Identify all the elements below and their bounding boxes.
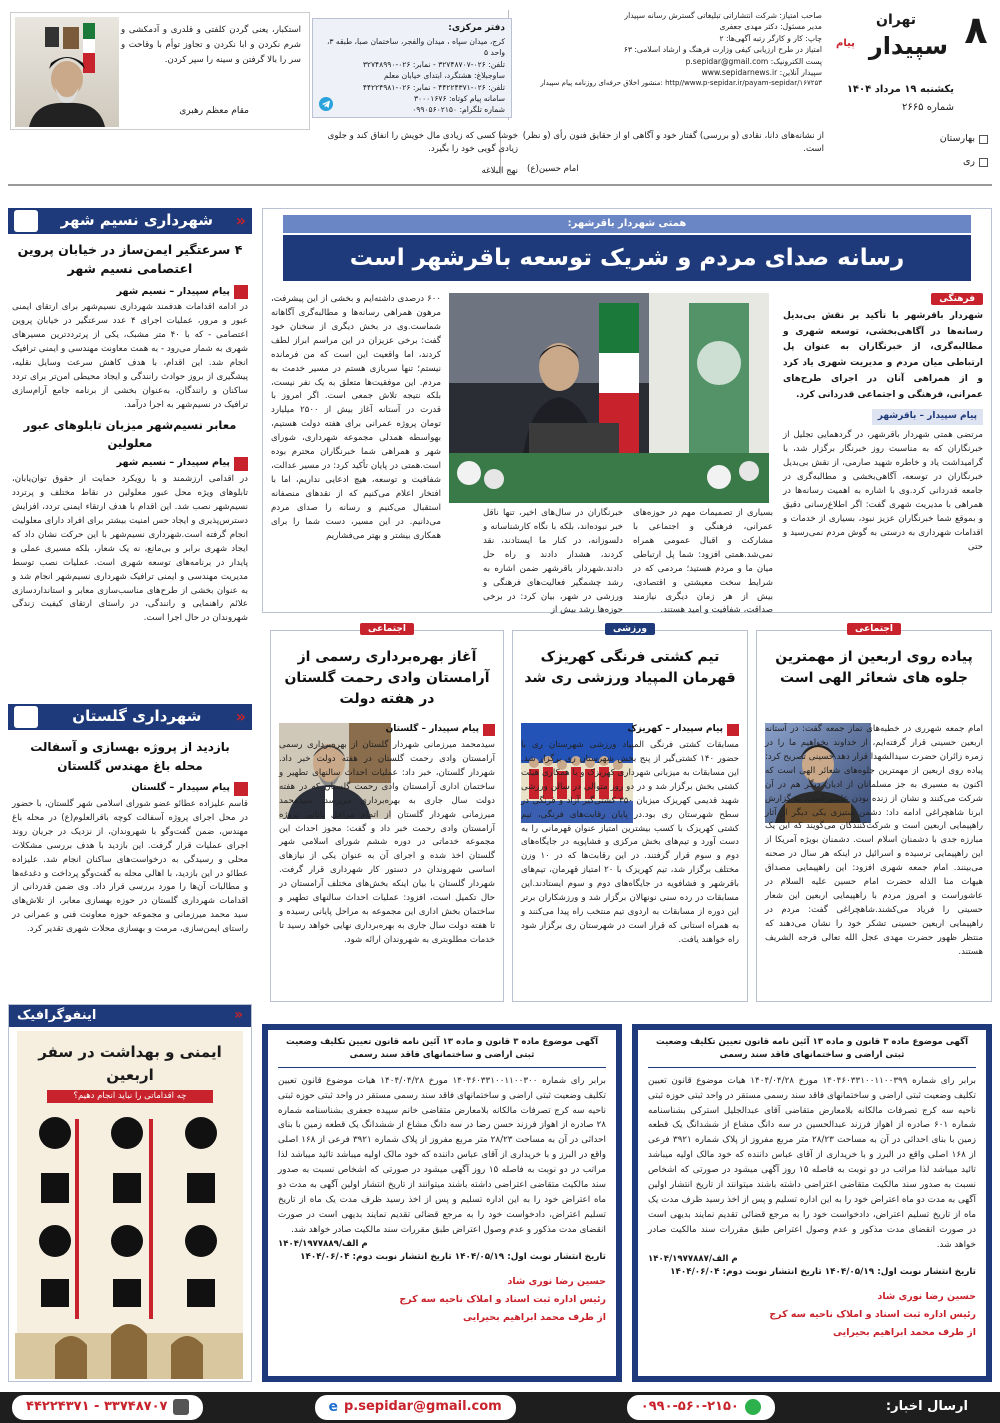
lead-story: [262, 208, 992, 616]
lead-col-1: مرتضی همتی شهردار باقرشهر، در گردهمایی تجلیل از خبرنگاران که به مناسبت روز خبرنگار برگزار شد، با گرامیداشت یاد و خاطره شهید صارمی، از نقش بی‌بدیل خبرنگاران در توسعه، آگاهی‌بخشی و مطالبه‌گری در جامعه قدردانی کرد.وی با اشاره به اهمیت رسانه‌ها در همراهی با مدیریت شهری گفت: اگر اطلاع‌رسانی دقیق و بموقع شما خبرنگاران عزیز نبود، بسیاری از خدمات و اقدامات شهرداری به درستی به گوش مردم نمی‌رسید و حتی: [783, 430, 983, 552]
infographic-title: ایمنی و بهداشت در سفر اربعین: [38, 1043, 222, 1085]
lead-col-2: بسیاری از تصمیمات مهم در حوزه‌های عمرانی، فرهنگی و اجتماعی با مشارکت و اقبال عمومی همراه نمی‌شد.همتی افزود: شما پل ارتباطی میان ما و مردم هستید؛ مردمی که در شرایط سخت معیشتی و اقتصادی، بیش از هر زمان دیگری نیازمند صداقت، شفافیت و امید هستند.: [633, 508, 773, 616]
browser-icon: e: [328, 1398, 338, 1415]
phone-icon: [173, 1399, 189, 1415]
naseem-section: [8, 208, 252, 698]
infographic-body: [17, 1031, 243, 1373]
office-line: تلفن: ۰۲۶-۳۲۷۴۸۷۰۷ - نمابر: ۰۲۶-۳۲۷۴۸۹۹۰: [362, 59, 505, 69]
issue-number: شماره ۲۶۶۵: [902, 102, 954, 113]
edition-item[interactable]: بهارستان: [940, 132, 988, 147]
arrow-icon: [234, 285, 248, 299]
ad-body: برابر رای شماره ۱۴۰۴۶۰۳۳۱۰۰۱۱۰۰۳۹۹ مورخ ۱۴۰۴/۰۴/۲۸ هیات موضوع قانون تعیین تکلیف وضعیت ثبتی اراضی و ساختمانهای فاقد سند رسمی مستقر در واحد ثبتی حوزه ثبتی ناحیه سه کرج تصرفات مالکانه بلامعارض متقاضی آقای عبدالجلیل استرکی بشناسنامه شماره ۶۰۱ صادره از اهواز فرزند عبدالحسین در سه دانگ مشاع از ششدانگ یک قطعه زمین با بنای احداثی در آن به مساحت ۲۸/۲۳ متر مربع مفروز از پلاک شماره ۳۹۲۱ فرعی از ۱۶۸ اصلی واقع در البرز و با خریداری از آقای عباس داننده که خود مالک اولیه میباشد تائید میباشد لذا مراتب در دو نوبت به فاصله ۱۵ روز آگهی میشود در صورتی که اشخاص نسبت به صدور سند مالکیت متقاضی اعتراضی داشته باشند میتوانند از تاریخ انتشار اولین آگهی به مدت دو ماه اعتراض خود را به این اداره تسلیم و پس از اخذ رسید ظرف مدت یک ماه از تاریخ تسلیم اعتراض، دادخواست خود را به مرجع قضائی تقدیم نمایند بدیهی است در صورت انقضای مدت مذکور و عدم وصول اعتراض طبق مقررات سند مالکیت صادر خواهد شد.: [648, 1075, 976, 1251]
story-body: امام جمعه شهرری در خطبه‌های نماز جمعه گفت: در آستانه اربعین حسینی قرار گرفته‌ایم، از خداوند بخواهیم ما را در زمره زائران حضرت سیدالشهدا قرار دهد.حسینی تصریح کرد: پیاده روی اربعین از مهمترین جلوه‌های شعائر الهی است که اکنون به مسیری به جز مسلمانان از ادیان دیگر هم در آن شرکت می‌کنند و نشان از زنده بودن عاشوراست. به گزارش ابرنا شاهچراغی ادامه داد: دشمن ستیزی یکی دیگر از آثار راهپیمایی اربعین است و شرکت‌کنندگان می‌گویند که این یک مبارزه جدی با دشمنان اسلام است. دشمنان بویژه آمریکا از این راهپیمایی ترسیده و اسرائیل در اینکه هر سال در صحنه می‌بینند. امام جمعه شهری افزود: این راهپیمایی مصداق هیهات منا الذله حضرت امام حسین علیه السلام در عاشوراست و امروز مردم با راهپیمایی اربعین این شعار حسینی را فریاد می‌کشند.شاهچراغی گفت: مردم در راهپیمایی اربعین حسینی تشکر خود را نشان می‌دهند که منتظر ظهور حضرت مهدی عجل الله تعالی فرجه الشریف هستند.: [765, 724, 983, 957]
telegram-icon[interactable]: [319, 97, 333, 111]
logo-name: سپیدار: [868, 32, 948, 60]
footer-label: ارسال اخبار:: [885, 1399, 968, 1415]
municipality-logo-icon: [14, 706, 38, 728]
naseem-banner-title: شهرداری نسیم شهر: [60, 211, 214, 230]
whatsapp-icon: [745, 1399, 761, 1415]
story-category: اجتماعی: [847, 623, 901, 635]
story-body: مسابقات کشتی فرنگی المپیاد ورزشی شهرستان ری با حضور ۱۴۰ کشتی‌گیر از پنج بخش شهرستان ری برگزار شد. این مسابقات به میزبانی شهرداری کهریزک و با همکاری هیئت کشتی بخش برگزار شد و در دو روز متوالی در سالن ورزشی شهید قدیمی کهریزک میزبان ۳۵۰ کشتی‌گیر آزاد و فرنگی در سطح شهرستان ری بود.در پایان رقابت‌های فرنگی، تیم کشتی کهریزک با کسب بیشترین امتیاز عنوان قهرمانی را به دست آورد و تیم‌های بخش مرکزی و فشاپویه در جایگاه‌های دوم و سوم قرار گرفتند. در این رقابت‌ها که در ۱۰ وزن مختلف برگزار شد، تیم کهریزک با ۲۰ امتیاز قهرمان، تیم‌های باقرشهر و فشافویه در جایگاه‌های دوم و سوم ایستادند.این مسابقات در رده سنی نونهالان برگزار شد و ورزشکاران برتر این دوره از مسابقات به اردوی تیم منتخب راه پیدا می‌کنند و به همراه استانی که قرار است در شهرستان ری برگزار شود راه خواهند یافت.: [521, 740, 740, 945]
story-category: اجتماعی: [360, 623, 414, 635]
credit-line: پست الکترونیک: p.sepidar@gmail.com: [685, 56, 822, 66]
naseem-headline-1: ۴ سرعتگیر ایمن‌ساز در خیابان پروین اعتصامی نسیم شهر: [17, 242, 243, 277]
story-headline: تیم کشتی فرنگی کهریزک قهرمان المپیاد ورزشی ری شد: [524, 648, 736, 686]
issue-date: یکشنبه ۱۹ مرداد ۱۴۰۴: [846, 84, 954, 95]
story-card: [270, 624, 504, 1002]
legal-ad: [632, 1024, 992, 1382]
chevron-icon: «: [235, 706, 246, 726]
ad-dates: تاریخ انتشار نوبت اول: ۱۴۰۴/۰۵/۱۹ تاریخ انتشار نوبت دوم: ۱۴۰۴/۰۶/۰۴: [300, 1252, 606, 1263]
lead-headline: رسانه صدای مردم و شریک توسعه باقرشهر است: [349, 245, 905, 271]
infographic-subtitle: چه اقداماتی را نباید انجام دهیم؟: [47, 1090, 213, 1103]
story-card: [512, 624, 748, 1002]
ad-signature: حسین رضا نوری شاد رئیس اداره ثبت اسناد و املاک ناحیه سه کرج از طرف محمد ابراهیم بحیرایی: [769, 1291, 976, 1339]
lead-byline: پیام سپیدار – باقرشهر: [872, 409, 983, 425]
infographic-banner: « اینفوگرافیک: [9, 1005, 251, 1027]
credit-line: مدیر مسئول: دکتر مهدی جعفری: [719, 22, 822, 32]
ad-ref: م الف/۱۴۰۴/۱۹۷۷۸۸۹: [278, 1239, 368, 1250]
lead-right-col: [783, 293, 983, 555]
infographic-icons: [15, 1109, 243, 1379]
golestan-headline: بازدید از پروژه بهسازی و آسفالت محله باغ مهندس گلستان: [30, 740, 230, 773]
naseem-byline-1: پیام سپیدار – نسیم شهر: [12, 285, 248, 300]
story-category: ورزشی: [605, 623, 655, 635]
naseem-body-1: در ادامه اقدامات هدفمند شهرداری نسیم‌شهر برای ارتقای ایمنی عبور و مرور، عملیات اجرای ۴ عدد سرعتگیر در خیابان پروین اعتصامی - که با ۴۰ متر مشبک، یکی از پرترددترین مسیرهای شهری به شمار می‌رود - به همت معاونت مهندسی و ایمنی ترافیک انجام شد. این اقدام، با هدف کاهش سرعت وسایل نقلیه، پیشگیری از بروز حوادث رانندگی و ایجاد محیطی امن‌تر برای تردد ساکنان و رانندگان، به‌عنوان بخشی از برنامه جامع آرام‌سازی ترافیک در نسیم‌شهر به اجرا درآمد.: [12, 302, 249, 410]
leader-box: [10, 12, 310, 130]
ad-ref: م الف/۱۴۰۴/۱۹۷۷۸۸۷: [648, 1254, 738, 1265]
legal-ad: [262, 1024, 622, 1382]
office-line: سامانه پیام کوتاه: ۳۰۰۰۱۶۷۶: [413, 93, 505, 103]
edition-item[interactable]: ری: [940, 155, 988, 170]
story-byline: پیام سپیدار – گلستان: [386, 723, 495, 737]
golestan-banner-title: شهرداری گلستان: [72, 707, 202, 726]
story-card: [756, 624, 992, 1002]
ad-title: آگهی موضوع ماده ۳ قانون و ماده ۱۳ آئین نامه قانون تعیین تکلیف وضعیت ثبتی اراضی و ساختمانهای فاقد سند رسمی: [648, 1036, 976, 1068]
footer-email[interactable]: e p.sepidar@gmail.com: [315, 1395, 516, 1421]
office-line: تلفن: ۰۲۶-۴۴۲۲۴۳۷۱ - نمابر: ۰۲۶-۴۴۲۲۴۹۸۱: [362, 82, 505, 92]
story-headline: پیاده روی اربعین از مهمترین جلوه های شعائر الهی است: [775, 648, 973, 686]
naseem-byline-2: پیام سپیدار – نسیم شهر: [12, 456, 248, 471]
edition-list: [940, 132, 988, 169]
lead-category: فرهنگی: [931, 293, 983, 305]
ad-title: آگهی موضوع ماده ۳ قانون و ماده ۱۳ آئین نامه قانون تعیین تکلیف وضعیت ثبتی اراضی و ساختمانهای فاقد سند رسمی: [278, 1036, 606, 1068]
story-headline: آغاز بهره‌برداری رسمی از آرامستان وادی رحمت گلستان در هفته دولت: [284, 648, 490, 707]
lead-photo: [449, 293, 769, 503]
story-byline: پیام سپیدار – کهریزک: [627, 723, 739, 737]
chevron-icon: «: [235, 210, 246, 230]
golestan-byline: پیام سپیدار – گلستان: [12, 781, 248, 796]
chevron-icon: «: [233, 1007, 243, 1024]
arrow-icon: [234, 457, 248, 471]
footer-landline[interactable]: ۳۳۷۴۸۷۰۷ - ۴۴۲۲۴۳۷۱: [12, 1395, 203, 1419]
office-line: ساوجبلاغ: هشتگرد، ابتدای خیابان معلم: [383, 71, 505, 81]
naseem-body-2: در اقدامی ارزشمند و با رویکرد حمایت از حقوق توان‌یابان، تابلوهای ویژه محل عبور معلولین در نقاط مختلف و پرتردد نسیم‌شهر نصب شد. این اقدام با هدف ارتقاء ایمنی تردد، افزایش دسترس‌پذیری و ایجاد حس امنیت بیشتر برای افراد دارای معلولیت انجام گرفته است.شهرداری نسیم‌شهر با این حرکت نشان داد که ایجاد شهری برابر و بی‌مانع، نه یک شعار، بلکه مسیری عملی و پایدار در برنامه‌های توسعه شهری است. عملیات نصب توسط مدیریت مهندسی و ایمنی ترافیک شهرداری نسیم‌شهر انجام شد و به عنوان بخشی از طرح‌های مناسب‌سازی معابر و استانداردسازی علائم راهنمایی و رانندگی، در راستای ارتقای کیفیت زندگی شهروندان در حال اجرا است.: [12, 474, 248, 624]
naseem-headline-2: معابر نسیم‌شهر میزبان تابلوهای عبور معلولین: [23, 417, 237, 450]
story-body: سیدمحمد میرزمانی شهردار گلستان از بهره‌برداری رسمی آرامستان وادی رحمت گلستان در هفته دولت خبر داد. شهردار گلستان، خبر داد: عملیات احداث سالنهای تطهیر و ساختمان اداری آرامستان وادی رحمت گلستان که در هفته دولت سال جاری به بهره‌برداری می‌رسد. سیدمحمد میرزمانی شهردار گلستان از اتمام مراحل پایانی پروژه آرامستان وادی رحمت خبر داد و گفت: مجوز احداث این مجموعه خدماتی در دوره ششم شورای اسلامی شهر گلستان اخذ شده و اجرای آن به عنوان یکی از نیازهای اساسی شهروندان در دستور کار شهرداری قرار گرفت. شهردار گلستان با بیان اینکه بخش‌های مختلف آرامستان در حال تکمیل است، افزود: عملیات احداث سالنهای تطهیر و ساختمان بخش اداری این مجموعه به مراحل پایانی رسیده و تا هفته دولت سال جاری به بهره‌برداری نهایی خواهد رسید تا خدمات مطلوبتری به شهروندان ارائه شود.: [279, 740, 495, 945]
header-divider: [8, 184, 992, 186]
lead-kicker-bar: همتی شهردار باقرشهر:: [283, 215, 971, 233]
ad-dates: تاریخ انتشار نوبت اول: ۱۴۰۴/۰۵/۱۹ تاریخ انتشار نوبت دوم: ۱۴۰۴/۰۶/۰۴: [670, 1267, 976, 1278]
footer-bar: [0, 1392, 1000, 1423]
municipality-logo-icon: [14, 210, 38, 232]
ad-signature: حسین رضا نوری شاد رئیس اداره ثبت اسناد و املاک ناحیه سه کرج از طرف محمد ابراهیم بحیرایی: [399, 1276, 606, 1324]
ad-body: برابر رای شماره ۱۴۰۴۶۰۳۳۱۰۰۱۱۰۰۳۰۰ مورخ ۱۴۰۴/۰۴/۲۸ هیات موضوع قانون تعیین تکلیف وضعیت ثبتی اراضی و ساختمانهای فاقد سند رسمی مستقر در واحد ثبتی حوزه ثبتی ناحیه سه کرج تصرفات مالکانه بلامعارض متقاضی خانم سپیده جعفری بشناسنامه شماره ۲۸ صادره از اهواز فرزند حسن رضا در سه دانگ مشاع از ششدانگ یک قطعه زمین با بنای احداثی در آن به مساحت ۲۸/۲۳ متر مربع مفروز از پلاک شماره ۳۹۲۱ فرعی از ۱۶۸ اصلی واقع در البرز و با خریداری از آقای عباس داننده که خود مالک اولیه میباشد تائید میباشد لذا مراتب در دو نوبت به فاصله ۱۵ روز آگهی میشود در صورتی که اشخاص نسبت به صدور سند مالکیت متقاضی اعتراضی داشته باشند میتوانند از تاریخ انتشار اولین آگهی به مدت دو ماه اعتراض خود را به این اداره تسلیم و پس از اخذ رسید ظرف مدت یک ماه از تاریخ تسلیم اعتراض، دادخواست خود را به مرجع قضائی تقدیم نمایند بدیهی است در صورت انقضای مدت مذکور و عدم وصول اعتراض طبق مقررات سند مالکیت صادر خواهد شد.: [278, 1075, 606, 1236]
logo-city: تهران: [876, 12, 916, 28]
credits-box: [508, 10, 828, 120]
credit-line: سپیدار آنلاین: www.sepidarnews.ir: [701, 67, 822, 77]
quote-author: امام حسین(ع): [527, 163, 579, 174]
checkbox-icon: [979, 135, 988, 144]
lead-col-4: ۶۰۰ درصدی داشته‌ایم و بخشی از این پیشرفت، مرهون همراهی رسانه‌ها و مطالبه‌گری آگاهانه شماست.وی در بخش دیگری از سخنان خود گفت: برخی عزیزان در این مراسم ابراز لطف کردند، اما واقعیت این است که من فرمانده نیستم؛ تنها سربازی هستم در مسیر خدمت به مردم. این موفقیت‌ها متعلق به یک نفر نیست، بلکه نتیجه تلاش جمعی است. اگر امروز با قدرت در آستانه آغاز بیش از ۲۵۰۰ میلیارد تومان پروژه عمرانی برای هفته دولت هستیم، بهواسطه همدلی مجموعه شهرداری، شورای شهر و همراهی شما خبرنگاران محترم بوده است.همتی در پایان تأکید کرد: در مسیر عدالت، شفافیت و توسعه، هیچ ادعایی نداریم، اما با افتخار اعلام می‌کنیم که از نقدهای منصفانه استقبال می‌کنیم و رسانه را صدای مردم می‌دانیم. در این مسیر، دست شما را برای همکاری بیشتر و بهتر می‌فشاریم: [271, 294, 442, 541]
lead-headline-bar: [283, 235, 971, 281]
lead-intro: شهردار باقرشهر با تأکید بر نقش بی‌بدیل رسانه‌ها در آگاهی‌بخشی، توسعه شهری و مطالبه‌گری، از خبرنگاران به عنوان پل ارتباطی میان مردم و مدیریت شهری یاد کرد و از همراهی آنان در اجرای طرح‌های عمرانی، فرهنگی و اجتماعی قدردانی کرد.: [783, 310, 983, 400]
office-line: شماره تلگرام: ۰۹۹۰۵۶۰۲۱۵۰: [412, 105, 505, 115]
credit-line: صاحب امتیاز: شرکت انتشاراتی تبلیغاتی گسترش رسانه سپیدار: [624, 11, 822, 20]
golestan-section: [8, 704, 252, 994]
quote-text: از نشانه‌های دانا، نقادی (و بررسی) گفتار خود و آگاهی او از حقایق فنون رأی (و نظر) است.: [522, 131, 824, 155]
golestan-banner: [8, 704, 252, 730]
leader-quote: استکبار، یعنی گردن کلفتی و قلدری و آدمکشی و شرم نکردن و ابا نکردن و تجاوز توأم با وقاحت و سر را بالا گرفتن و سینه را سپر کردن.: [121, 25, 301, 66]
credit-line: چاپ: کار و کارگر رتبه آگهی‌ها: ۲: [719, 33, 822, 43]
page-number: ۸: [964, 8, 988, 52]
office-section: [312, 18, 512, 118]
logo-prefix: پیام: [836, 38, 855, 49]
office-title: دفتر مرکزی:: [448, 23, 505, 33]
credit-line: منشور اخلاق حرفه‌ای روزنامه پیام سپیدار: http//www.p-sepidar.ir/payam-sepidar/۱۶۷۲۵۳: [540, 79, 822, 88]
arrow-icon: [483, 724, 495, 736]
credit-line: امتیاز در طرح ارزیابی کیفی وزارت فرهنگ و ارشاد اسلامی: ۶۳: [623, 45, 822, 55]
leader-photo: [15, 17, 119, 127]
quote-1: [500, 130, 830, 174]
quote-author: نهج البلاغه: [481, 165, 518, 176]
infographic: [8, 1004, 252, 1382]
checkbox-icon: [979, 158, 988, 167]
arrow-icon: [727, 724, 739, 736]
office-line: کرج، میدان سپاه ، میدان والفجر، ساختمان صبا، طبقه ۳، واحد ۵: [326, 36, 505, 58]
quote-2: [312, 130, 522, 174]
masthead: [830, 8, 992, 178]
logo: [836, 10, 954, 66]
lead-col-3: خبرنگاران در سال‌های اخیر، تنها ناقل خبر نبوده‌اند، بلکه با نگاه کارشناسانه و دلسوزانه، در کنار ما ایستادند، نقد کردند، هشدار دادند و راه حل دادند.شهردار باقرشهر ضمن اشاره به رشد چشمگیر فعالیت‌های فرهنگی و ورزشی در شهر، بیان کرد: در برخی حوزه‌ها رشد بیش از: [483, 508, 623, 616]
golestan-body: قاسم علیزاده عطائو عضو شورای اسلامی شهر گلستان، با حضور در محل اجرای پروژه آسفالت کوچه باقرالعلوم(ع) در محله باغ مهندس، ضمن گفت‌وگو با شهروندان، از نزدیک در جریان روند اجرای عملیات قرار گرفت. این بازدید با هدف بررسی مشکلات محلی و رسیدگی به درخواست‌های ساکنان انجام شد. علیزاده عطائو در این بازدید، با اهالی محله به گفت‌وگو پرداخت و دغدغه‌ها و مطالبات آن‌ها را مورد بررسی قرار داد. وی ضمن قدردانی از اقدامات شهرداری گلستان در حوزه بهسازی معابر، از تلاش‌های سید محمد میرزمانی و مجموعه حوزه معاونت فنی و عمرانی در راستای ایمن‌سازی، مرمت و بهسازی محلات شهری تقدیر کرد.: [12, 798, 248, 935]
quote-text: خوشا کسی که زیادی مال خویش را انفاق کند و جلوی زیادی گویی خود را بگیرد.: [327, 131, 518, 155]
naseem-banner: [8, 208, 252, 234]
footer-phone[interactable]: ۰۹۹۰-۵۶۰-۲۱۵۰: [627, 1395, 775, 1419]
arrow-icon: [234, 782, 248, 796]
leader-attribution: مقام معظم رهبری: [179, 106, 249, 116]
